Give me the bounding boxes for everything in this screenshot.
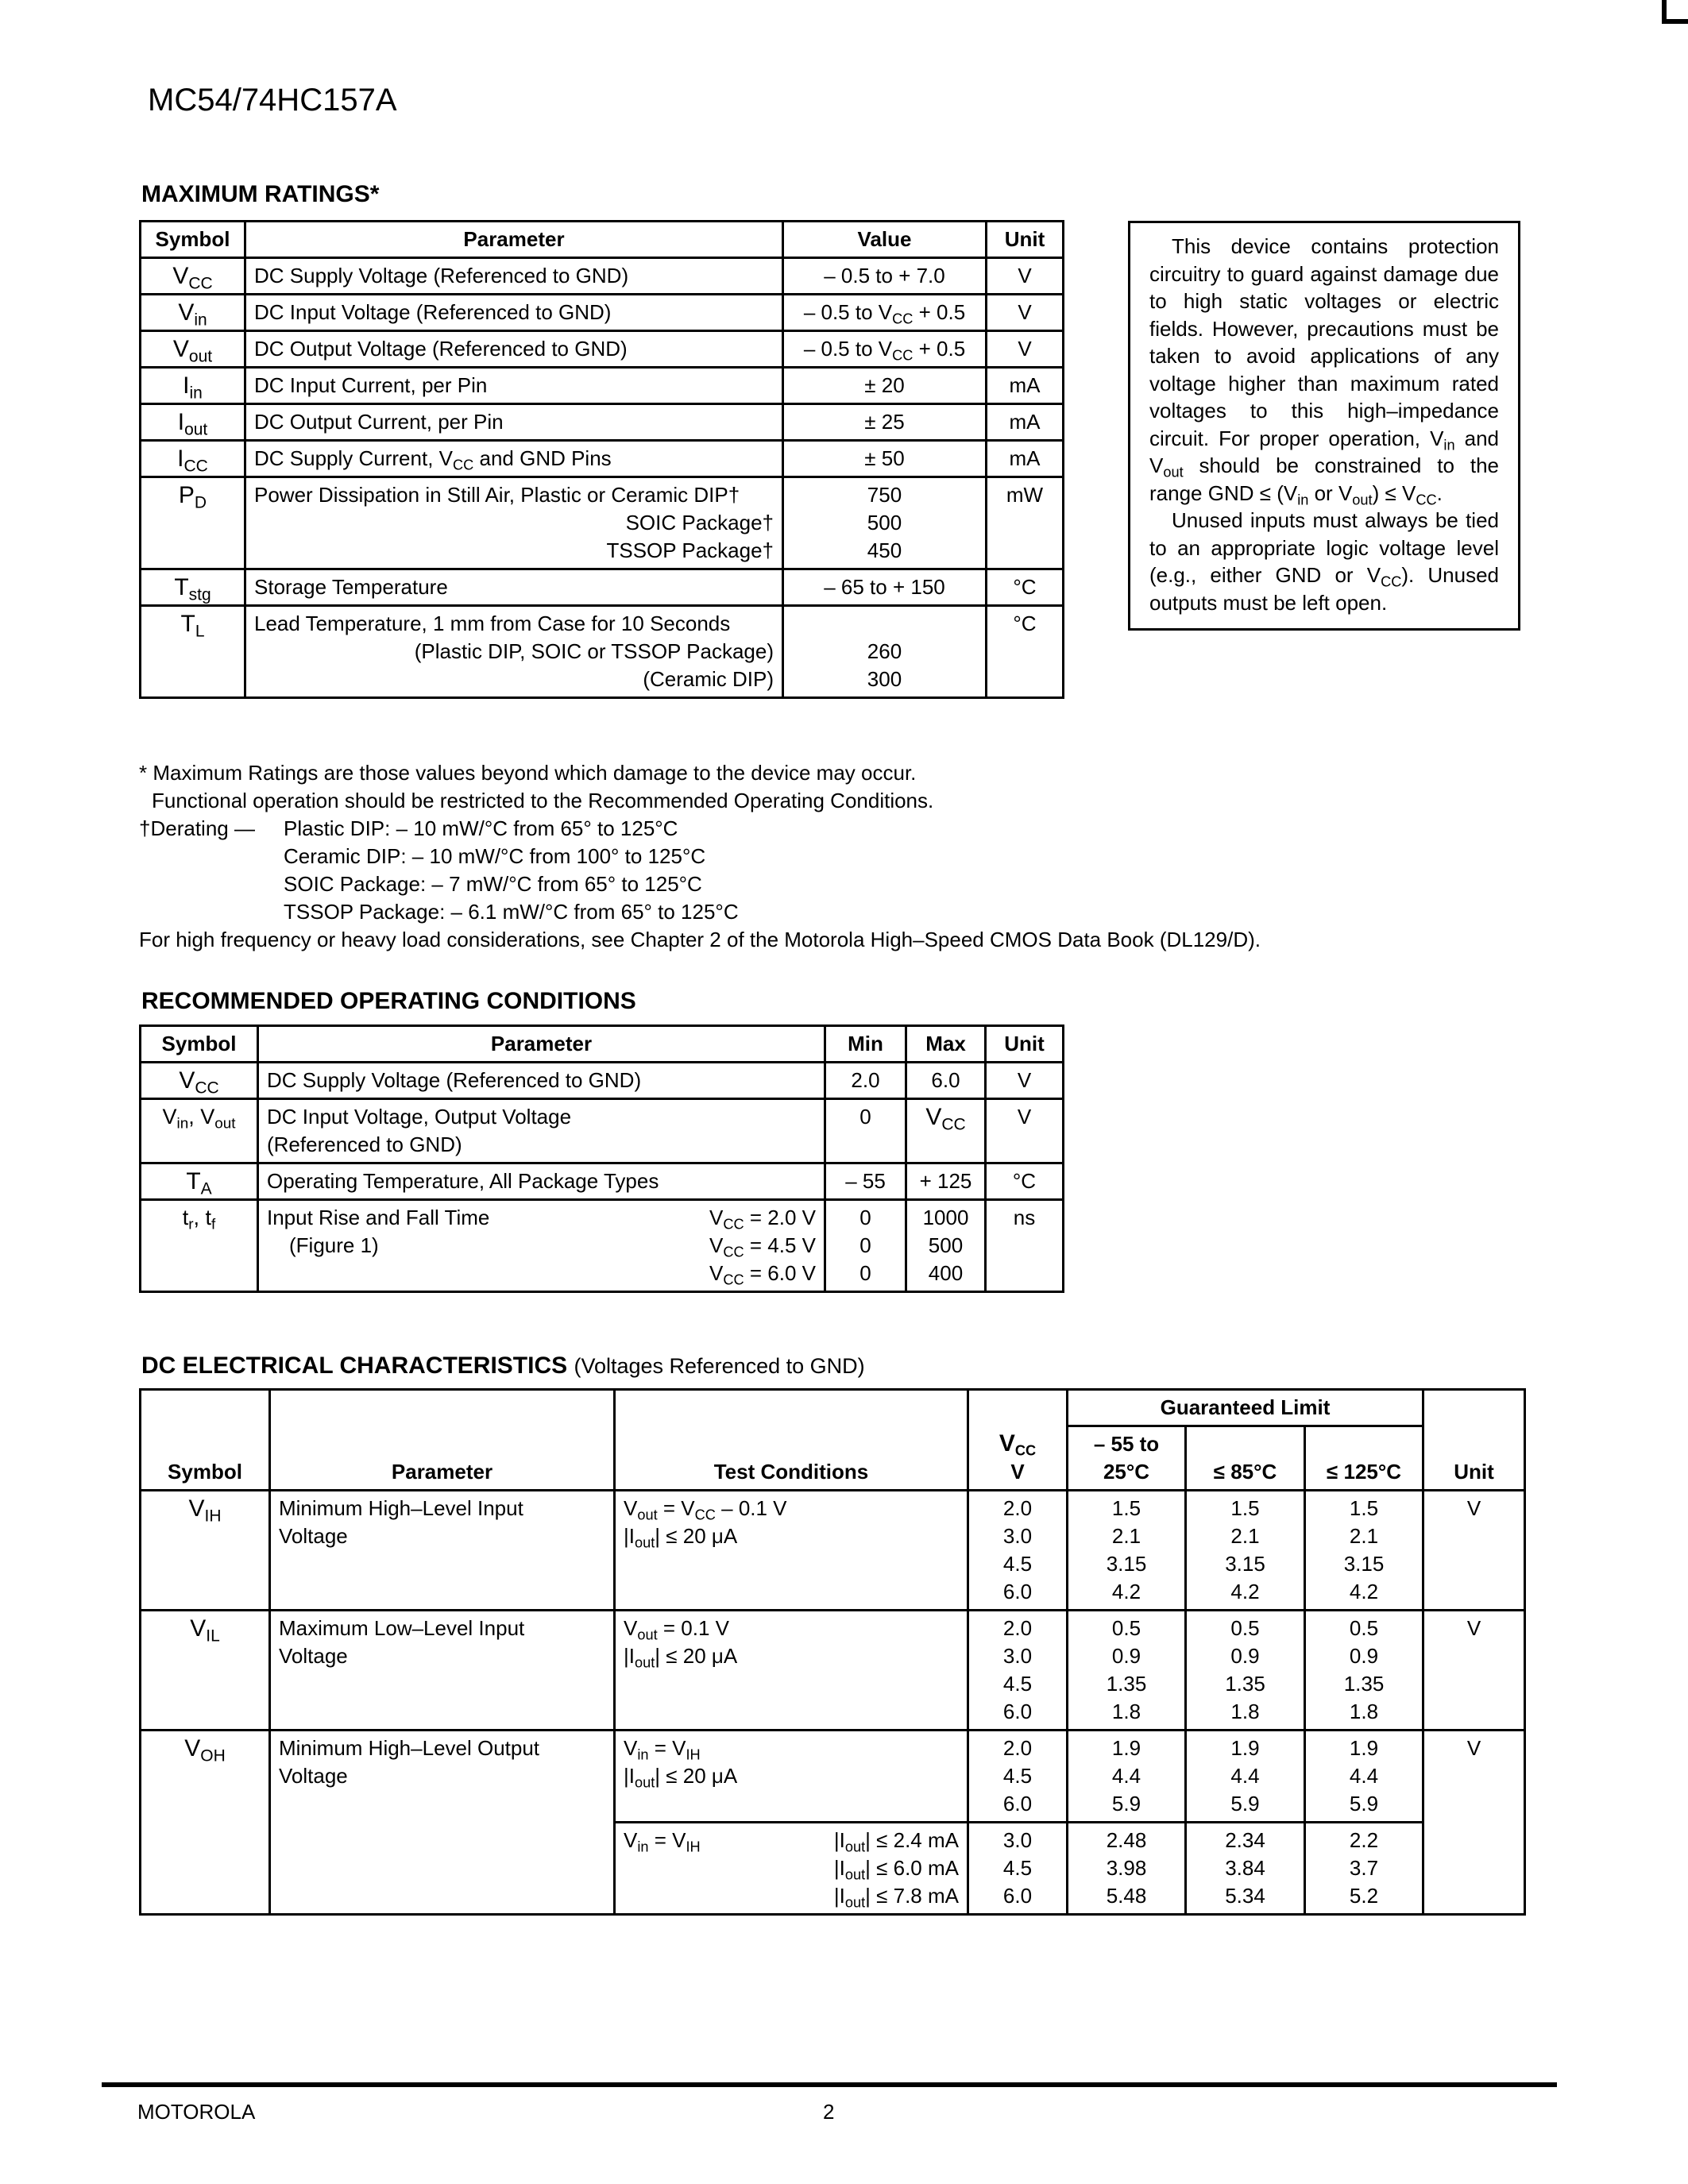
vcc-cell: 3.0 4.5 6.0 — [968, 1823, 1068, 1915]
unit-cell: V — [987, 258, 1064, 295]
symbol-cell: $V_{CC}$ — [141, 1063, 258, 1099]
footnote-max-ratings-cont: Functional operation should be restricted to the Recommended Operating Conditions. — [152, 789, 934, 812]
parameter-cell: Lead Temperature, 1 mm from Case for 10 Seconds (Plastic DIP, SOIC or TSSOP Package) (Ceramic DIP) — [245, 606, 783, 698]
parameter-cell: Minimum High–Level Input Voltage — [270, 1491, 615, 1611]
value-cell: ± 20 — [783, 368, 987, 404]
footer-rule — [102, 2082, 1557, 2087]
value-cell: ± 50 — [783, 441, 987, 477]
col-unit: Unit — [987, 222, 1064, 258]
max-cell: + 125 — [906, 1163, 986, 1200]
col-vcc: $V_{CC}$ V — [968, 1390, 1068, 1491]
limit-25c-cell: 2.48 3.98 5.48 — [1068, 1823, 1186, 1915]
symbol-cell: $V_{OH}$ — [141, 1731, 270, 1915]
parameter-cell: Input Rise and Fall Time (Figure 1) $V_{CC} = 2.0$ V $V_{CC} = 4.5$ V $V_{CC} = 6.0$ V — [258, 1200, 825, 1292]
col-max: Max — [906, 1026, 986, 1063]
parameter-cell: DC Output Current, per Pin — [245, 404, 783, 441]
vcc-cell: 2.0 3.0 4.5 6.0 — [968, 1611, 1068, 1731]
page-number: 2 — [823, 2100, 835, 2124]
table-row — [141, 404, 1064, 441]
col-unit: Unit — [1423, 1390, 1525, 1491]
parameter-cell: Storage Temperature — [245, 569, 783, 606]
parameter-cell: DC Input Voltage (Referenced to GND) — [245, 295, 783, 331]
col-min: Min — [825, 1026, 906, 1063]
unit-cell: ns — [986, 1200, 1064, 1292]
col-parameter: Parameter — [270, 1390, 615, 1491]
parameter-cell: DC Supply Voltage (Referenced to GND) — [245, 258, 783, 295]
unit-cell: V — [987, 331, 1064, 368]
parameter-cell: Operating Temperature, All Package Types — [258, 1163, 825, 1200]
derating-row: SOIC Package: – 7 mW/°C from 65° to 125°C — [284, 872, 702, 896]
max-ratings-heading: MAXIMUM RATINGS* — [141, 181, 380, 207]
col-limit-125c: ≤ 125°C — [1305, 1426, 1423, 1491]
col-test-conditions: Test Conditions — [615, 1390, 968, 1491]
symbol-cell: $T_A$ — [141, 1163, 258, 1200]
parameter-cell: Minimum High–Level Output Voltage — [270, 1731, 615, 1915]
parameter-cell: DC Output Voltage (Referenced to GND) — [245, 331, 783, 368]
value-cell: 260 300 — [783, 606, 987, 698]
max-cell: 6.0 — [906, 1063, 986, 1099]
symbol-cell: $V_{IH}$ — [141, 1491, 270, 1611]
table-row — [141, 569, 1064, 606]
footnote-high-frequency: For high frequency or heavy load considerations, see Chapter 2 of the Motorola High–Speed CMOS Data Book (DL129/D). — [139, 928, 1261, 951]
max-ratings-table — [139, 220, 1064, 699]
protection-note — [1128, 221, 1520, 631]
table-row — [141, 1611, 1525, 1731]
value-cell: – 65 to + 150 — [783, 569, 987, 606]
symbol-cell: $T_{stg}$ — [141, 569, 245, 606]
unit-cell: V — [1423, 1731, 1525, 1915]
col-value: Value — [783, 222, 987, 258]
symbol-cell: $V_{IL}$ — [141, 1611, 270, 1731]
test-condition-cell: $V_{in} = V_{IH}$ $|I_{out}| \le 2.4$ mA $|I_{out}| \le 6.0$ mA $|I_{out}| \le 7.8$ mA — [615, 1823, 968, 1915]
value-cell: 750 500 450 — [783, 477, 987, 569]
protection-note-paragraph: This device contains protection circuitry to guard against damage due to high static voltages or electric fields. However, precautions must be taken to avoid applications of any voltage higher than maximum rated voltages to this high–impedance circuit. For proper operation, $V_{in}$ and $V_{out}$ should be constrained to the range GND ≤ ($V_{in}$ or $V_{out}) \le V_{CC}$. — [1149, 234, 1499, 507]
unit-cell: mA — [987, 404, 1064, 441]
max-cell: 1000 500 400 — [906, 1200, 986, 1292]
unit-cell: mW — [987, 477, 1064, 569]
parameter-cell: Power Dissipation in Still Air, Plastic or Ceramic DIP† SOIC Package† TSSOP Package† — [245, 477, 783, 569]
parameter-cell: DC Input Voltage, Output Voltage (Referenced to GND) — [258, 1099, 825, 1163]
col-limit-25c: – 55 to 25°C — [1068, 1426, 1186, 1491]
vcc-cell: 2.0 4.5 6.0 — [968, 1731, 1068, 1823]
limit-25c-cell: 0.5 0.9 1.35 1.8 — [1068, 1611, 1186, 1731]
derating-row: Ceramic DIP: – 10 mW/°C from 100° to 125°C — [284, 844, 706, 868]
unit-cell: °C — [987, 569, 1064, 606]
table-row — [141, 441, 1064, 477]
unit-cell: V — [986, 1099, 1064, 1163]
table-row — [141, 1491, 1525, 1611]
parameter-cell: DC Supply Voltage (Referenced to GND) — [258, 1063, 825, 1099]
table-row — [141, 331, 1064, 368]
footnotes — [139, 759, 1609, 954]
col-guaranteed-limit: Guaranteed Limit — [1068, 1390, 1423, 1426]
table-row — [141, 368, 1064, 404]
symbol-cell: $I_{CC}$ — [141, 441, 245, 477]
col-symbol: Symbol — [141, 1026, 258, 1063]
limit-125c-cell: 1.5 2.1 3.15 4.2 — [1305, 1491, 1423, 1611]
table-row — [141, 258, 1064, 295]
footer-brand: MOTOROLA — [137, 2100, 256, 2124]
symbol-cell: $P_D$ — [141, 477, 245, 569]
col-unit: Unit — [986, 1026, 1064, 1063]
symbol-cell: $I_{in}$ — [141, 368, 245, 404]
table-row — [141, 1099, 1064, 1163]
value-cell: – 0.5 to + 7.0 — [783, 258, 987, 295]
derating-row: TSSOP Package: – 6.1 mW/°C from 65° to 125°C — [284, 900, 739, 924]
symbol-cell: $V_{out}$ — [141, 331, 245, 368]
table-row — [141, 477, 1064, 569]
table-row — [141, 606, 1064, 698]
limit-25c-cell: 1.5 2.1 3.15 4.2 — [1068, 1491, 1186, 1611]
parameter-cell: Maximum Low–Level Input Voltage — [270, 1611, 615, 1731]
table-row — [141, 1731, 1525, 1823]
crop-mark — [1662, 0, 1667, 24]
symbol-cell: $I_{out}$ — [141, 404, 245, 441]
col-limit-85c: ≤ 85°C — [1186, 1426, 1305, 1491]
unit-cell: °C — [987, 606, 1064, 698]
protection-note-paragraph: Unused inputs must always be tied to an appropriate logic voltage level (e.g., either GND or $V_{CC}$). Unused outputs must be left open. — [1149, 508, 1499, 615]
col-symbol: Symbol — [141, 222, 245, 258]
col-parameter: Parameter — [258, 1026, 825, 1063]
unit-cell: V — [1423, 1491, 1525, 1611]
table-row — [141, 1163, 1064, 1200]
value-cell: – 0.5 to $V_{CC} + 0.5$ — [783, 331, 987, 368]
limit-85c-cell: 0.5 0.9 1.35 1.8 — [1186, 1611, 1305, 1731]
col-symbol: Symbol — [141, 1390, 270, 1491]
limit-125c-cell: 0.5 0.9 1.35 1.8 — [1305, 1611, 1423, 1731]
value-cell: ± 25 — [783, 404, 987, 441]
min-cell: – 55 — [825, 1163, 906, 1200]
parameter-cell: DC Supply Current, $V_{CC}$ and GND Pins — [245, 441, 783, 477]
symbol-cell: $V_{in}$ — [141, 295, 245, 331]
table-row — [141, 1200, 1064, 1292]
unit-cell: V — [1423, 1611, 1525, 1731]
min-cell: 0 — [825, 1099, 906, 1163]
test-condition-cell: $V_{out} = V_{CC} - 0.1$ V $|I_{out}| \le 20$ μA — [615, 1491, 968, 1611]
limit-85c-cell: 1.9 4.4 5.9 — [1186, 1731, 1305, 1823]
max-cell: $V_{CC}$ — [906, 1099, 986, 1163]
dc-characteristics-table — [139, 1388, 1526, 1916]
derating-row: †Derating — Plastic DIP: – 10 mW/°C from 65° to 125°C — [139, 816, 678, 840]
unit-cell: mA — [987, 441, 1064, 477]
symbol-cell: $t_r$, $t_f$ — [141, 1200, 258, 1292]
footnote-max-ratings: * Maximum Ratings are those values beyond which damage to the device may occur. — [139, 761, 917, 785]
rec-op-table — [139, 1024, 1064, 1293]
unit-cell: mA — [987, 368, 1064, 404]
unit-cell: V — [986, 1063, 1064, 1099]
limit-125c-cell: 1.9 4.4 5.9 — [1305, 1731, 1423, 1823]
parameter-cell: DC Input Current, per Pin — [245, 368, 783, 404]
unit-cell: V — [987, 295, 1064, 331]
symbol-cell: $V_{CC}$ — [141, 258, 245, 295]
col-parameter: Parameter — [245, 222, 783, 258]
rec-op-heading: RECOMMENDED OPERATING CONDITIONS — [141, 988, 636, 1014]
table-row — [141, 1063, 1064, 1099]
symbol-cell: $T_L$ — [141, 606, 245, 698]
value-cell: – 0.5 to $V_{CC} + 0.5$ — [783, 295, 987, 331]
limit-85c-cell: 1.5 2.1 3.15 4.2 — [1186, 1491, 1305, 1611]
limit-25c-cell: 1.9 4.4 5.9 — [1068, 1731, 1186, 1823]
limit-125c-cell: 2.2 3.7 5.2 — [1305, 1823, 1423, 1915]
unit-cell: °C — [986, 1163, 1064, 1200]
test-condition-cell: $V_{out} = 0.1$ V $|I_{out}| \le 20$ μA — [615, 1611, 968, 1731]
limit-85c-cell: 2.34 3.84 5.34 — [1186, 1823, 1305, 1915]
dc-heading: DC ELECTRICAL CHARACTERISTICS (Voltages Referenced to GND) — [141, 1352, 865, 1379]
page-title: MC54/74HC157A — [148, 83, 397, 118]
symbol-cell: $V_{in}$, $V_{out}$ — [141, 1099, 258, 1163]
table-row — [141, 295, 1064, 331]
min-cell: 0 0 0 — [825, 1200, 906, 1292]
min-cell: 2.0 — [825, 1063, 906, 1099]
vcc-cell: 2.0 3.0 4.5 6.0 — [968, 1491, 1068, 1611]
test-condition-cell: $V_{in} = V_{IH}$ $|I_{out}| \le 20$ μA — [615, 1731, 968, 1823]
